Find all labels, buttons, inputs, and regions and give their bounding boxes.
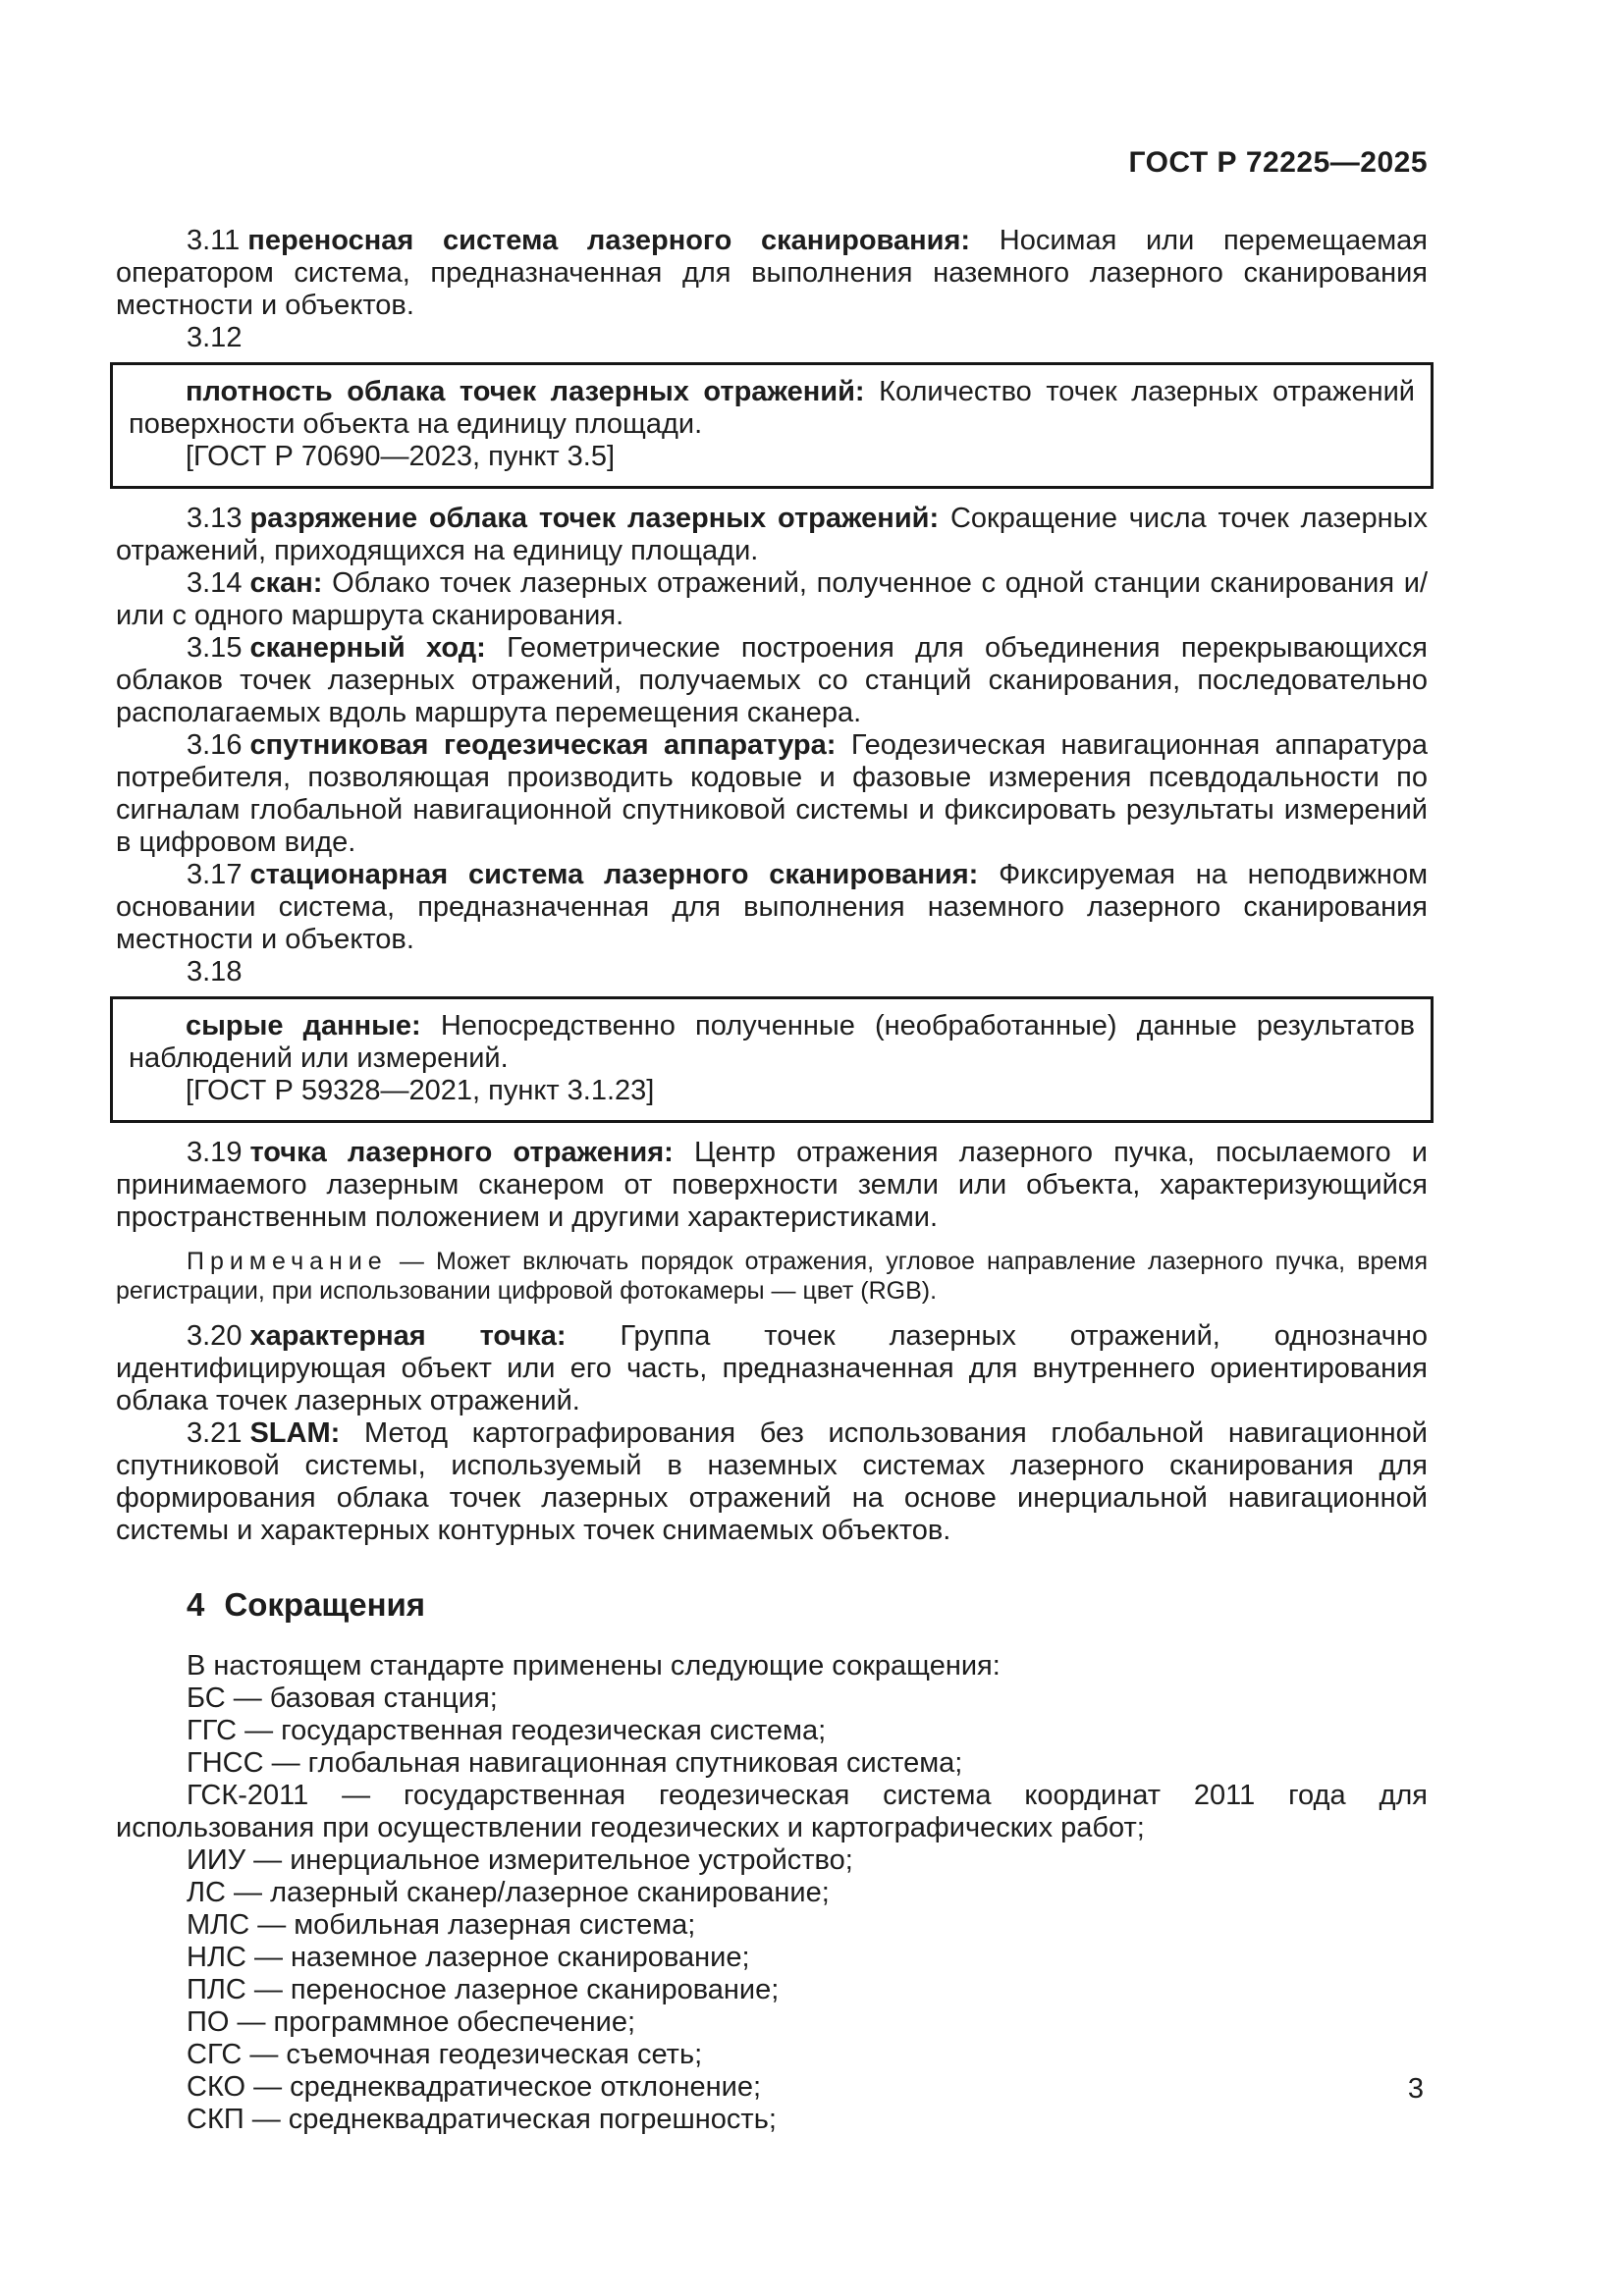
term-3-20	[116, 1320, 1428, 1417]
term-definition: Фиксируемая на неподвижном основании система, предназначенная для выполнения наземного лазерного сканирования местности и объектов.	[116, 859, 1429, 955]
term-label: переносная система лазерного сканирования:	[247, 225, 971, 256]
box-definition-text: Непосредственно полученные (необработанные) данные результатов наблюдений или измерений.	[129, 1010, 1415, 1074]
abbreviations-intro: В настоящем стандарте применены следующие сокращения:	[187, 1650, 1001, 1682]
abbreviation-item: МЛС — мобильная лазерная система;	[187, 1909, 696, 1941]
term-label: характерная точка:	[249, 1320, 567, 1352]
term-number: 3.15	[187, 632, 243, 664]
abbreviation-item: НЛС — наземное лазерное сканирование;	[187, 1942, 750, 1973]
term-number: 3.17	[187, 859, 243, 890]
box-term: плотность облака точек лазерных отражений:	[186, 376, 865, 407]
abbreviation-item: СГС — съемочная геодезическая сеть;	[187, 2039, 703, 2070]
abbreviation-item: ГНСС — глобальная навигационная спутниковая система;	[187, 1747, 963, 1779]
term-label: скан:	[249, 567, 323, 599]
box-term: сырые данные:	[186, 1010, 421, 1041]
abbreviation-item: СКП — среднеквадратическая погрешность;	[187, 2104, 777, 2135]
term-3-15	[116, 632, 1428, 729]
abbreviation-item: ГГС — государственная геодезическая система;	[187, 1715, 827, 1746]
term-definition: Сокращение числа точек лазерных отражений, приходящихся на единицу площади.	[116, 503, 1428, 566]
term-label: стационарная система лазерного сканирования:	[249, 859, 979, 890]
term-3-18	[116, 956, 1428, 988]
section-4-heading	[116, 1586, 1428, 1624]
abbreviation-item: СКО — среднеквадратическое отклонение;	[187, 2071, 762, 2103]
abbreviation-item: ГСК-2011 — государственная геодезическая система координат 2011 года для использования при осуществлении геодезических и картографических работ;	[116, 1780, 1428, 1843]
box-definition	[129, 376, 1415, 441]
section-number: 4	[187, 1586, 205, 1623]
abbreviation-item: БС — базовая станция;	[187, 1682, 498, 1714]
note-paragraph	[116, 1247, 1428, 1306]
term-number: 3.12	[187, 322, 243, 353]
term-3-14	[116, 567, 1428, 632]
term-3-16	[116, 729, 1428, 859]
term-number: 3.18	[187, 956, 243, 988]
term-number: 3.13	[187, 503, 243, 534]
running-header	[116, 145, 1428, 180]
term-label: SLAM:	[249, 1417, 341, 1449]
term-definition: Метод картографирования без использования глобальной навигационной спутниковой системы, используемый в наземных системах лазерного сканирования для формирования облака точек лазерных отражений на основе инерциальной навигационной системы и характерных контурных точек снимаемых объектов.	[116, 1417, 1428, 1546]
term-number: 3.16	[187, 729, 243, 761]
term-number: 3.20	[187, 1320, 243, 1352]
term-3-12	[116, 322, 1428, 354]
term-3-11	[116, 225, 1428, 322]
definition-box-3-18	[110, 996, 1434, 1123]
term-number: 3.19	[187, 1137, 243, 1168]
term-definition: Геодезическая навигационная аппаратура потребителя, позволяющая производить кодовые и фазовые измерения псевдодальности по сигналам глобальной навигационной спутниковой системы и фиксировать результаты измерений в цифровом виде.	[116, 729, 1428, 858]
section-title: Сокращения	[224, 1586, 426, 1623]
term-3-21	[116, 1417, 1428, 1547]
definition-box-3-12	[110, 362, 1434, 489]
term-3-19	[116, 1137, 1428, 1234]
box-definition-text: Количество точек лазерных отражений поверхности объекта на единицу площади.	[129, 376, 1415, 440]
term-label: разряжение облака точек лазерных отражений:	[249, 503, 940, 534]
term-3-13	[116, 503, 1428, 567]
note-label: Примечание	[187, 1248, 388, 1275]
box-source: [ГОСТ Р 70690—2023, пункт 3.5]	[186, 441, 616, 472]
box-definition	[129, 1010, 1415, 1075]
term-definition: Облако точек лазерных отражений, полученное с одной станции сканирования и/или с одного маршрута сканирования.	[116, 567, 1428, 631]
term-3-17	[116, 859, 1428, 956]
term-definition: Носимая или перемещаемая оператором система, предназначенная для выполнения наземного лазерного сканирования местности и объектов.	[116, 225, 1429, 321]
abbreviation-item: ЛС — лазерный сканер/лазерное сканирование;	[187, 1877, 830, 1908]
term-number: 3.21	[187, 1417, 243, 1449]
abbreviation-item: ПО — программное обеспечение;	[187, 2006, 636, 2038]
term-number: 3.11	[187, 225, 241, 256]
page-number: 3	[1407, 2073, 1424, 2105]
term-label: сканерный ход:	[249, 632, 486, 664]
term-number: 3.14	[187, 567, 243, 599]
abbreviation-item: ПЛС — переносное лазерное сканирование;	[187, 1974, 780, 2005]
note-text: — Может включать порядок отражения, угловое направление лазерного пучка, время регистрации, при использовании цифровой фотокамеры — цвет (RGB).	[116, 1248, 1428, 1305]
term-label: спутниковая геодезическая аппаратура:	[249, 729, 837, 761]
abbreviation-item: ИИУ — инерциальное измерительное устройство;	[187, 1844, 853, 1876]
doc-code: ГОСТ Р 72225—2025	[1128, 146, 1428, 179]
term-definition: Группа точек лазерных отражений, однозначно идентифицирующая объект или его часть, предназначенная для внутреннего ориентирования облака точек лазерных отражений.	[116, 1320, 1429, 1416]
term-definition: Центр отражения лазерного пучка, посылаемого и принимаемого лазерным сканером от поверхности земли или объекта, характеризующийся пространственным положением и другими характеристиками.	[116, 1137, 1428, 1233]
box-source: [ГОСТ Р 59328—2021, пункт 3.1.23]	[186, 1075, 655, 1106]
term-definition: Геометрические построения для объединения перекрывающихся облаков точек лазерных отражений, получаемых со станций сканирования, последовательно располагаемых вдоль маршрута перемещения сканера.	[116, 632, 1429, 728]
term-label: точка лазерного отражения:	[249, 1137, 674, 1168]
